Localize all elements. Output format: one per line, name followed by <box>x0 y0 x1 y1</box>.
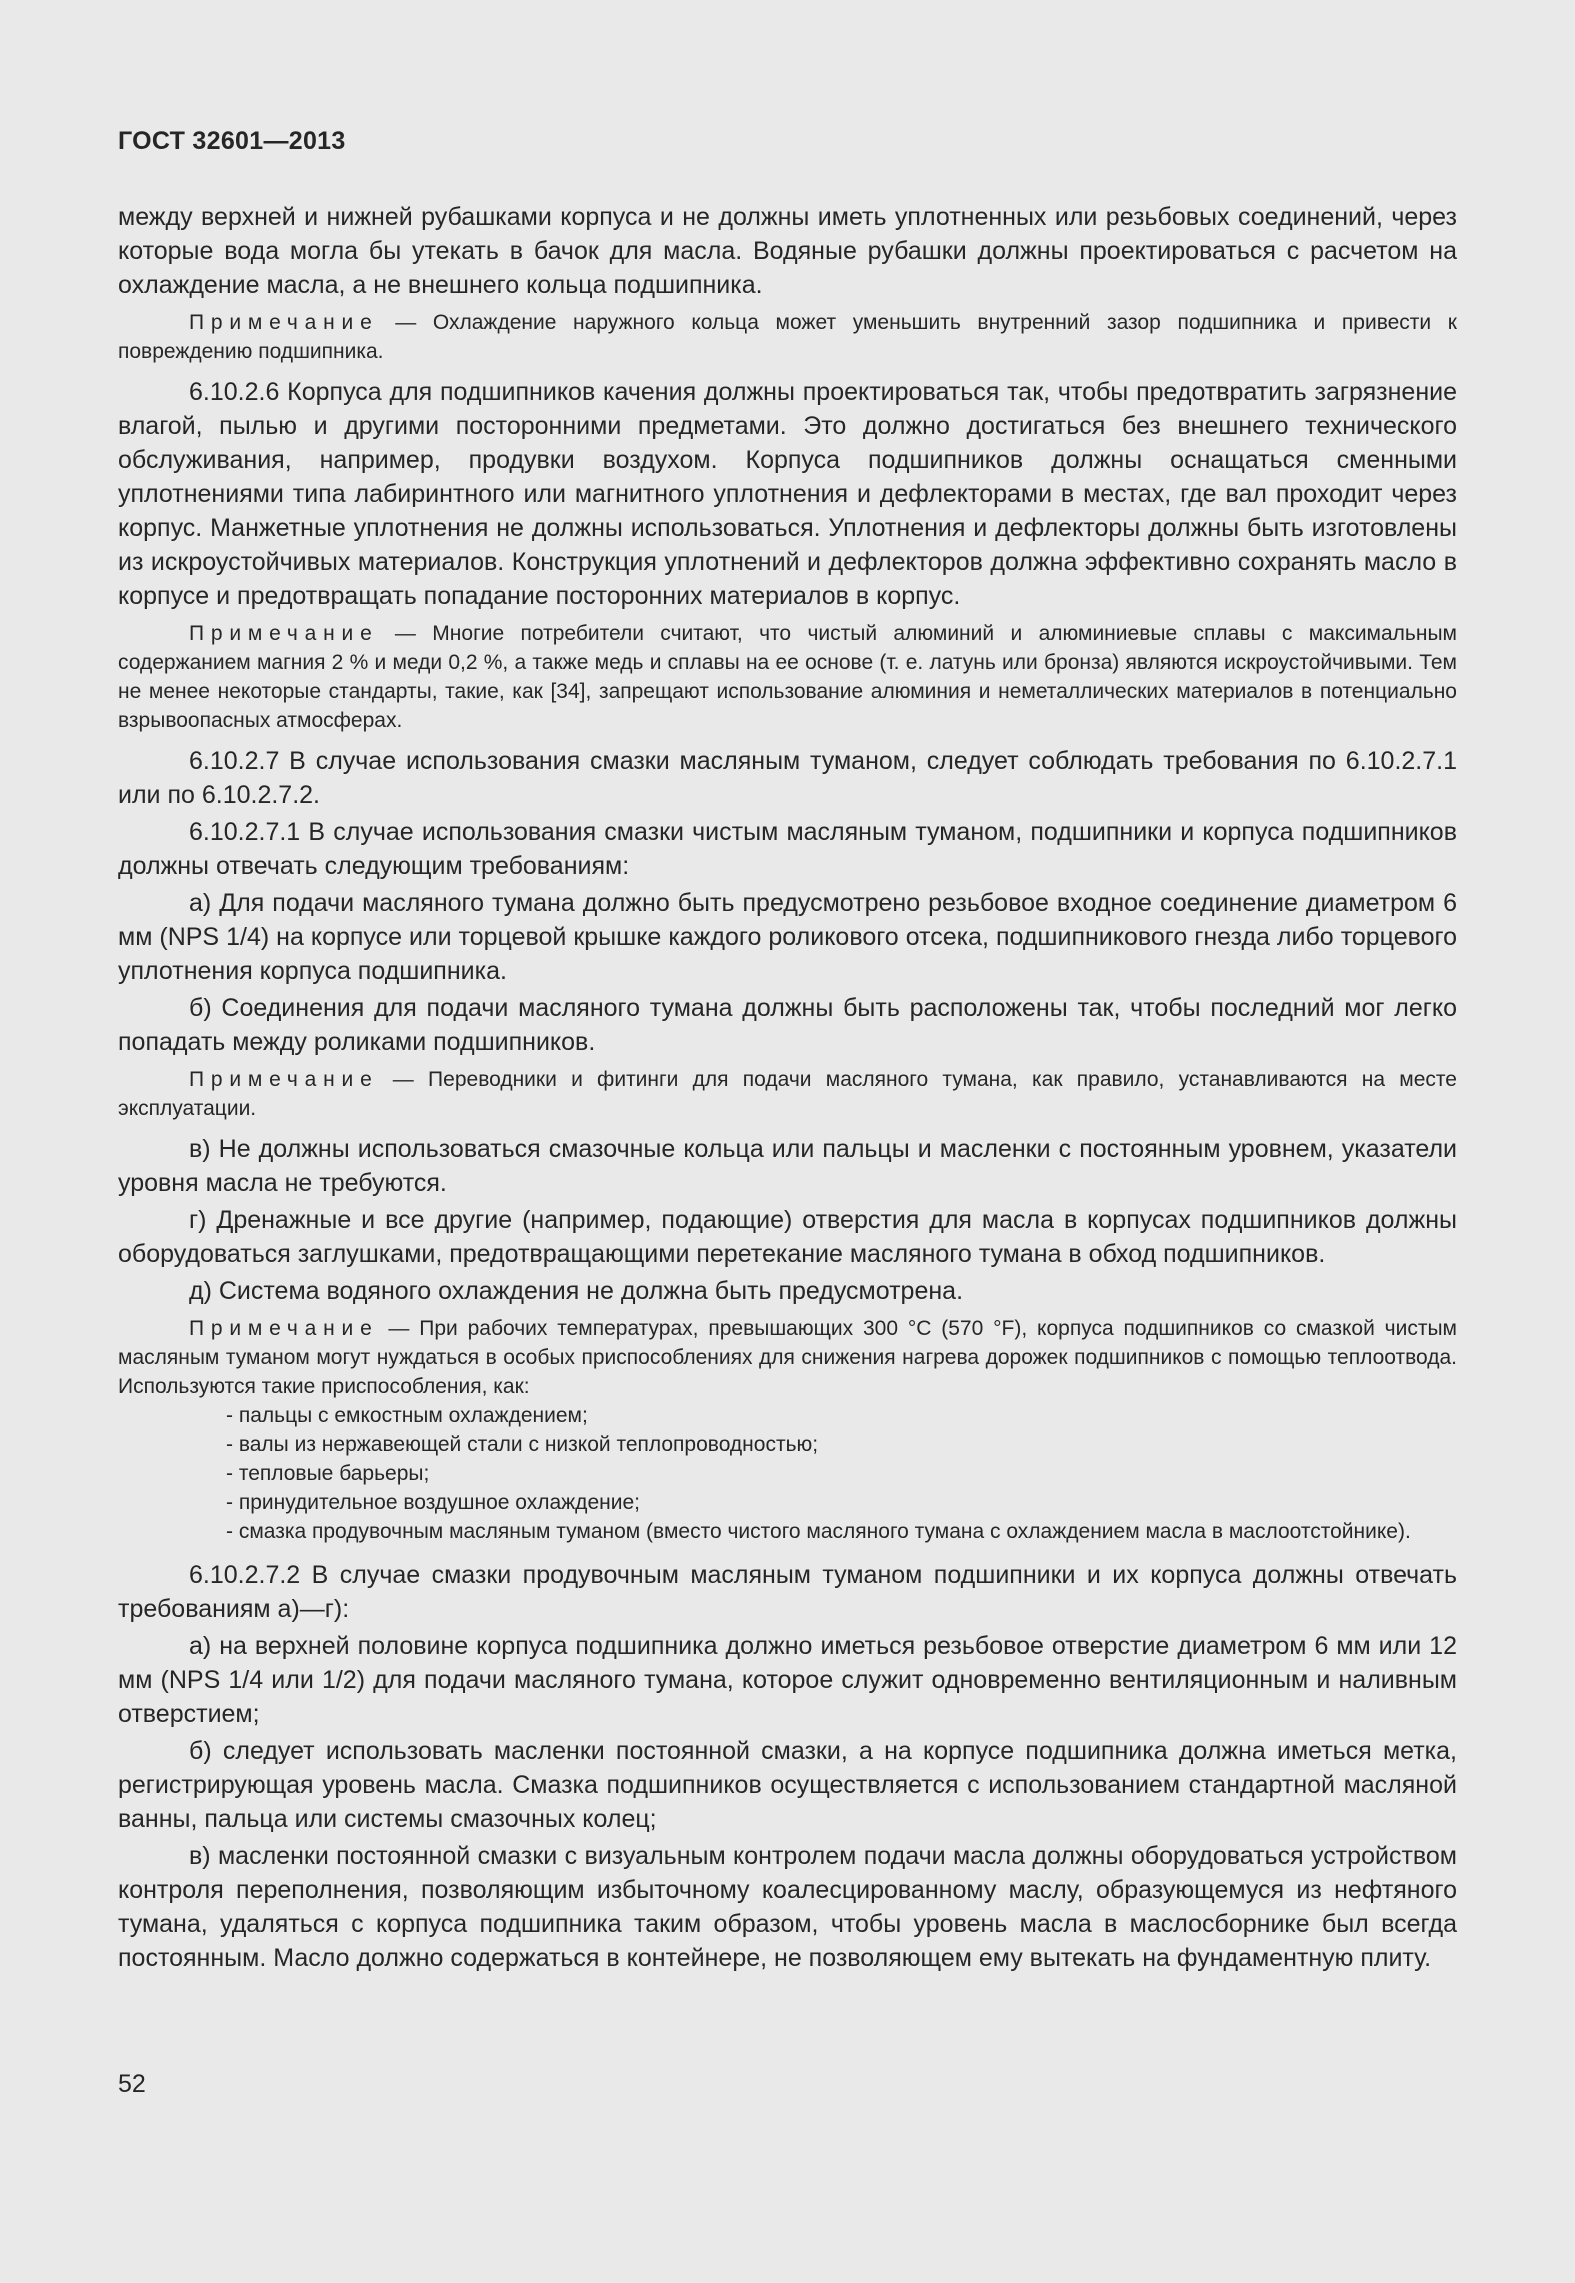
document-body <box>118 200 1457 1975</box>
note-label: Примечание <box>189 1317 379 1340</box>
note-text: — Охлаждение наружного кольца может уменьшить внутренний зазор подшипника и привести к повреждению подшипника. <box>118 311 1457 363</box>
list-item: - валы из нержавеющей стали с низкой теплопроводностью; <box>226 1433 819 1456</box>
note-label: Примечание <box>189 311 379 334</box>
list-item: - смазка продувочным масляным туманом (вместо чистого масляного тумана с охлаждением масла в маслоотстойнике). <box>226 1520 1411 1543</box>
paragraph-item-g: г) Дренажные и все другие (например, подающие) отверстия для масла в корпусах подшипников должны оборудоваться заглушками, предотвращающими перетекание масляного тумана в обход подшипников. <box>118 1206 1457 1268</box>
paragraph-purge-item-v: в) масленки постоянной смазки с визуальным контролем подачи масла должны оборудоваться устройством контроля переполнения, позволяющим избыточному коалесцированному маслу, образующемуся из нефтяного тумана, удаляться с корпуса подшипника таким образом, чтобы уровень масла в маслосборнике был всегда постоянным. Масло должно содержаться в контейнере, не позволяющем ему вытекать на фундаментную плиту. <box>118 1842 1457 1972</box>
list-item: - принудительное воздушное охлаждение; <box>226 1491 640 1514</box>
paragraph-item-v: в) Не должны использоваться смазочные кольца или пальцы и масленки с постоянным уровнем, указатели уровня масла не требуются. <box>118 1135 1457 1197</box>
note-label: Примечание <box>189 1068 379 1091</box>
note-text: — Переводники и фитинги для подачи масляного тумана, как правило, устанавливаются на месте эксплуатации. <box>118 1068 1457 1120</box>
note-outer-ring-cooling <box>118 308 1457 366</box>
note-spark-resistant-materials <box>118 619 1457 735</box>
paragraph-item-d: д) Система водяного охлаждения не должна быть предусмотрена. <box>189 1277 964 1305</box>
note-high-temperature <box>118 1314 1457 1401</box>
page-number: 52 <box>118 2070 146 2098</box>
note-label: Примечание <box>189 622 379 645</box>
paragraph-6-10-2-6: 6.10.2.6 Корпуса для подшипников качения должны проектироваться так, чтобы предотвратить загрязнение влагой, пылью и другими посторонними предметами. Это должно достигаться без внешнего технического обслуживания, например, продувки воздухом. Корпуса подшипников должны оснащаться сменными уплотнениями типа лабиринтного или магнитного уплотнения и дефлекторами в местах, где вал проходит через корпус. Манжетные уплотнения не должны использоваться. Уплотнения и дефлекторы должны быть изготовлены из искроустойчивых материалов. Конструкция уплотнений и дефлекторов должна эффективно сохранять масло в корпусе и предотвращать попадание посторонних материалов в корпус. <box>118 378 1457 610</box>
list-item: - тепловые барьеры; <box>226 1462 430 1485</box>
paragraph-6-10-2-7-1: 6.10.2.7.1 В случае использования смазки чистым масляным туманом, подшипники и корпуса подшипников должны отвечать следующим требованиям: <box>118 818 1457 880</box>
paragraph-purge-item-a: а) на верхней половине корпуса подшипника должно иметься резьбовое отверстие диаметром 6 мм или 12 мм (NPS 1/4 или 1/2) для подачи масляного тумана, которое служит одновременно вентиляционным и наливным отверстием; <box>118 1632 1457 1728</box>
paragraph-6-10-2-7: 6.10.2.7 В случае использования смазки масляным туманом, следует соблюдать требования по 6.10.2.7.1 или по 6.10.2.7.2. <box>118 747 1457 809</box>
note-text: — Многие потребители считают, что чистый алюминий и алюминиевые сплавы с максимальным содержанием магния 2 % и меди 0,2 %, а также медь и сплавы на ее основе (т. е. латунь или бронза) являются искроустойчивыми. Тем не менее некоторые стандарты, такие, как [34], запрещают использование алюминия и неметаллических материалов в потенциально взрывоопасных атмосферах. <box>118 622 1457 732</box>
paragraph-item-a: а) Для подачи масляного тумана должно быть предусмотрено резьбовое входное соединение диаметром 6 мм (NPS 1/4) на корпусе или торцевой крышке каждого роликового отсека, подшипникового гнезда либо торцевого уплотнения корпуса подшипника. <box>118 889 1457 985</box>
document-code-header: ГОСТ 32601—2013 <box>118 127 346 155</box>
note-adapters-fittings <box>118 1065 1457 1123</box>
paragraph-6-10-2-7-2: 6.10.2.7.2 В случае смазки продувочным масляным туманом подшипники и их корпуса должны отвечать требованиям а)—г): <box>118 1561 1457 1623</box>
note-devices-list <box>118 1401 1457 1546</box>
list-item: - пальцы с емкостным охлаждением; <box>226 1404 588 1427</box>
paragraph-water-jackets: между верхней и нижней рубашками корпуса и не должны иметь уплотненных или резьбовых соединений, через которые вода могла бы утекать в бачок для масла. Водяные рубашки должны проектироваться с расчетом на охлаждение масла, а не внешнего кольца подшипника. <box>118 203 1457 299</box>
paragraph-purge-item-b: б) следует использовать масленки постоянной смазки, а на корпусе подшипника должна иметься метка, регистрирующая уровень масла. Смазка подшипников осуществляется с использованием стандартной масляной ванны, пальца или системы смазочных колец; <box>118 1737 1457 1833</box>
paragraph-item-b: б) Соединения для подачи масляного тумана должны быть расположены так, чтобы последний мог легко попадать между роликами подшипников. <box>118 994 1457 1056</box>
note-text: — При рабочих температурах, превышающих 300 °С (570 °F), корпуса подшипников со смазкой чистым масляным туманом могут нуждаться в особых приспособлениях для снижения нагрева дорожек подшипников с помощью теплоотвода. Используются такие приспособления, как: <box>118 1317 1457 1398</box>
